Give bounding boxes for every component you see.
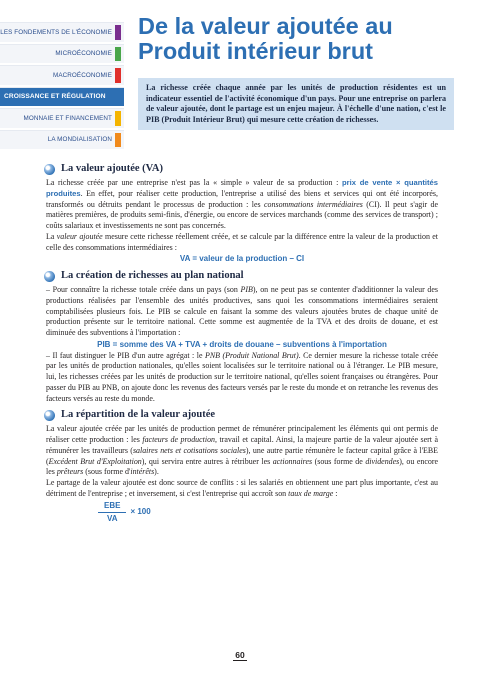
section-heading bbox=[44, 410, 438, 421]
page-title-line1: De la valeur ajoutée au bbox=[138, 13, 393, 39]
italic-term: PNB (Produit National Brut) bbox=[204, 350, 299, 360]
nav-item-monnaie[interactable] bbox=[0, 108, 124, 128]
nav-item-microeconomie[interactable] bbox=[0, 44, 124, 64]
italic-term: taux de marge bbox=[288, 488, 334, 498]
nav-item-label: LA MONDIALISATION bbox=[47, 136, 112, 144]
nav-item-label: MONNAIE ET FINANCEMENT bbox=[23, 114, 112, 122]
italic-term: consommations intermédiaires bbox=[264, 199, 363, 209]
text: : bbox=[333, 488, 338, 498]
paragraph bbox=[46, 285, 438, 339]
fraction bbox=[98, 501, 126, 526]
paragraph bbox=[46, 232, 438, 254]
section-heading-text: La valeur ajoutée (VA) bbox=[61, 163, 163, 175]
italic-term: actionnaires bbox=[272, 456, 313, 466]
text: La valeur ajoutée créée par les unités de production permet de rémunérer principalement les éléments qui ont permis de réaliser cette production : les bbox=[46, 424, 438, 444]
nav-item-mondialisation[interactable] bbox=[0, 130, 124, 150]
intro-box: La richesse créée chaque année par les unités de production résidentes est un indicateur essentiel de l'activité économique d'un pays. Pour une entreprise on parlera de valeur ajoutée, dont le partage est un enjeu majeur. À l'échelle d'une nation, c'est le PIB (Produit Intérieur Brut) qui mesure cette création de richesses. bbox=[138, 78, 454, 130]
page-number-text: 60 bbox=[235, 650, 245, 660]
paragraph bbox=[46, 478, 438, 500]
text: (sous forme de bbox=[312, 456, 366, 466]
text: ). bbox=[154, 467, 159, 477]
text: , travail et capital. Ainsi, la majeure partie de la valeur ajoutée sert à rémunérer les travailleurs ( bbox=[46, 435, 439, 455]
page-title-line2: Produit intérieur brut bbox=[138, 38, 373, 64]
fraction-numerator: EBE bbox=[98, 501, 126, 514]
section-heading-text: La répartition de la valeur ajoutée bbox=[61, 409, 216, 421]
text: – Il faut distinguer le PIB d'un autre agrégat : le bbox=[46, 350, 205, 360]
nav-color-bar bbox=[115, 25, 121, 40]
formula-taux-de-marge bbox=[98, 501, 438, 526]
text: mesure cette richesse réellement créée, et se calcule par la différence entre la valeur de la production et celle des consommations intermédiaires : bbox=[46, 231, 438, 252]
blue-bullet-icon bbox=[44, 410, 55, 421]
highlight-text: prix de vente × quantités produites bbox=[46, 178, 438, 198]
text: . Ce dernier mesure la richesse totale créée par les unités de production nationales, qu'elles soient localisées sur le territoire national ou à l'étranger. Le PIB mesure, lui, les richesses créées par les unités de production sur le territoire national, qu'elles soient françaises ou étrangères. Pour passer du PIB au PNB, on ajoute donc les revenus des facteurs versés par le reste du monde et on retranche les revenus des facteurs versés au reste du monde. bbox=[46, 350, 438, 403]
formula-pib: PIB = somme des VA + TVA + droits de douane – subventions à l'importation bbox=[97, 339, 387, 349]
nav-item-label: MICROÉCONOMIE bbox=[55, 50, 112, 58]
nav-item-macroeconomie[interactable] bbox=[0, 65, 124, 85]
text: ), on ne peut pas se contenter d'additionner la valeur des productions réalisées par l'ensemble des unités productives, sans quoi les consommations intermédiaires seraient comptabilisées plusieurs fois. Le PIB se calcule en faisant la somme des valeurs ajoutées brutes de chaque unité de production présente sur le territoire national. Cette somme est augmentée de la TVA et des droits de douane, et est diminuée des subventions à l'importation : bbox=[46, 285, 439, 337]
text: – Pour connaître la richesse totale créée dans un pays (son bbox=[46, 285, 241, 294]
text: La richesse créée par une entreprise n'est pas la « simple » valeur de sa production : bbox=[46, 178, 343, 187]
paragraph bbox=[46, 424, 438, 478]
text: ), ou encore les bbox=[46, 456, 438, 477]
italic-term: intérêts bbox=[130, 467, 155, 477]
italic-term: Excédent Brut d'Exploitation bbox=[48, 456, 142, 466]
page-title bbox=[138, 14, 468, 64]
italic-term: facteurs de production bbox=[142, 435, 216, 444]
blue-bullet-icon bbox=[44, 164, 55, 175]
text: Le partage de la valeur ajoutée est donc source de conflits : si les salariés en obtiennent une part plus importante, c'est au détriment de l'entreprise ; et inversement, si c'est l'entreprise qui accroît son bbox=[46, 478, 438, 498]
nav-item-label: CROISSANCE ET RÉGULATION bbox=[4, 93, 106, 101]
italic-term: salaires nets et cotisations sociales bbox=[132, 445, 246, 455]
section-heading-text: La création de richesses au plan national bbox=[61, 270, 244, 282]
nav-color-bar bbox=[115, 133, 121, 148]
nav-item-croissance[interactable] bbox=[0, 87, 124, 107]
section-heading bbox=[44, 164, 438, 175]
nav-item-label: MACROÉCONOMIE bbox=[52, 71, 112, 79]
text: (CI). Il peut s'agir de matières premières, de produits semi-finis, d'énergie, ou encore de services marchands (comme des services de transport) ; coûts salariaux et investissements ne sont pas concernés. bbox=[46, 199, 439, 230]
italic-term: dividendes bbox=[365, 456, 400, 466]
formula-va: VA = valeur de la production – CI bbox=[179, 254, 305, 264]
text: ), qui servira entre autres à rétribuer les bbox=[141, 456, 273, 466]
nav-color-bar bbox=[115, 68, 121, 83]
page-number bbox=[0, 650, 480, 660]
main-content bbox=[46, 164, 438, 525]
text: (sous forme d' bbox=[83, 467, 131, 477]
nav-color-bar bbox=[115, 47, 121, 62]
italic-term: valeur ajoutée bbox=[56, 231, 103, 241]
text: ), une autre partie rémunère le facteur capital grâce à l'EBE ( bbox=[46, 445, 439, 466]
italic-term: PIB bbox=[240, 285, 253, 294]
fraction-denominator: VA bbox=[106, 514, 118, 524]
text: . En effet, pour réaliser cette production, l'entreprise a utilisé des biens et services qui ont été incorporés, transformés ou détruits pendant le processus de production : les bbox=[46, 188, 438, 209]
nav-item-fondements[interactable] bbox=[0, 22, 124, 42]
chapter-nav bbox=[0, 22, 124, 151]
text: La bbox=[46, 231, 57, 241]
paragraph bbox=[46, 178, 438, 232]
italic-term: prêteurs bbox=[56, 467, 84, 477]
nav-color-bar bbox=[115, 111, 121, 126]
nav-item-label: LES FONDEMENTS DE L'ÉCONOMIE bbox=[0, 28, 112, 36]
fraction-multiplier: × 100 bbox=[130, 507, 151, 517]
paragraph bbox=[46, 351, 438, 405]
blue-bullet-icon bbox=[44, 271, 55, 282]
section-heading bbox=[44, 271, 438, 282]
